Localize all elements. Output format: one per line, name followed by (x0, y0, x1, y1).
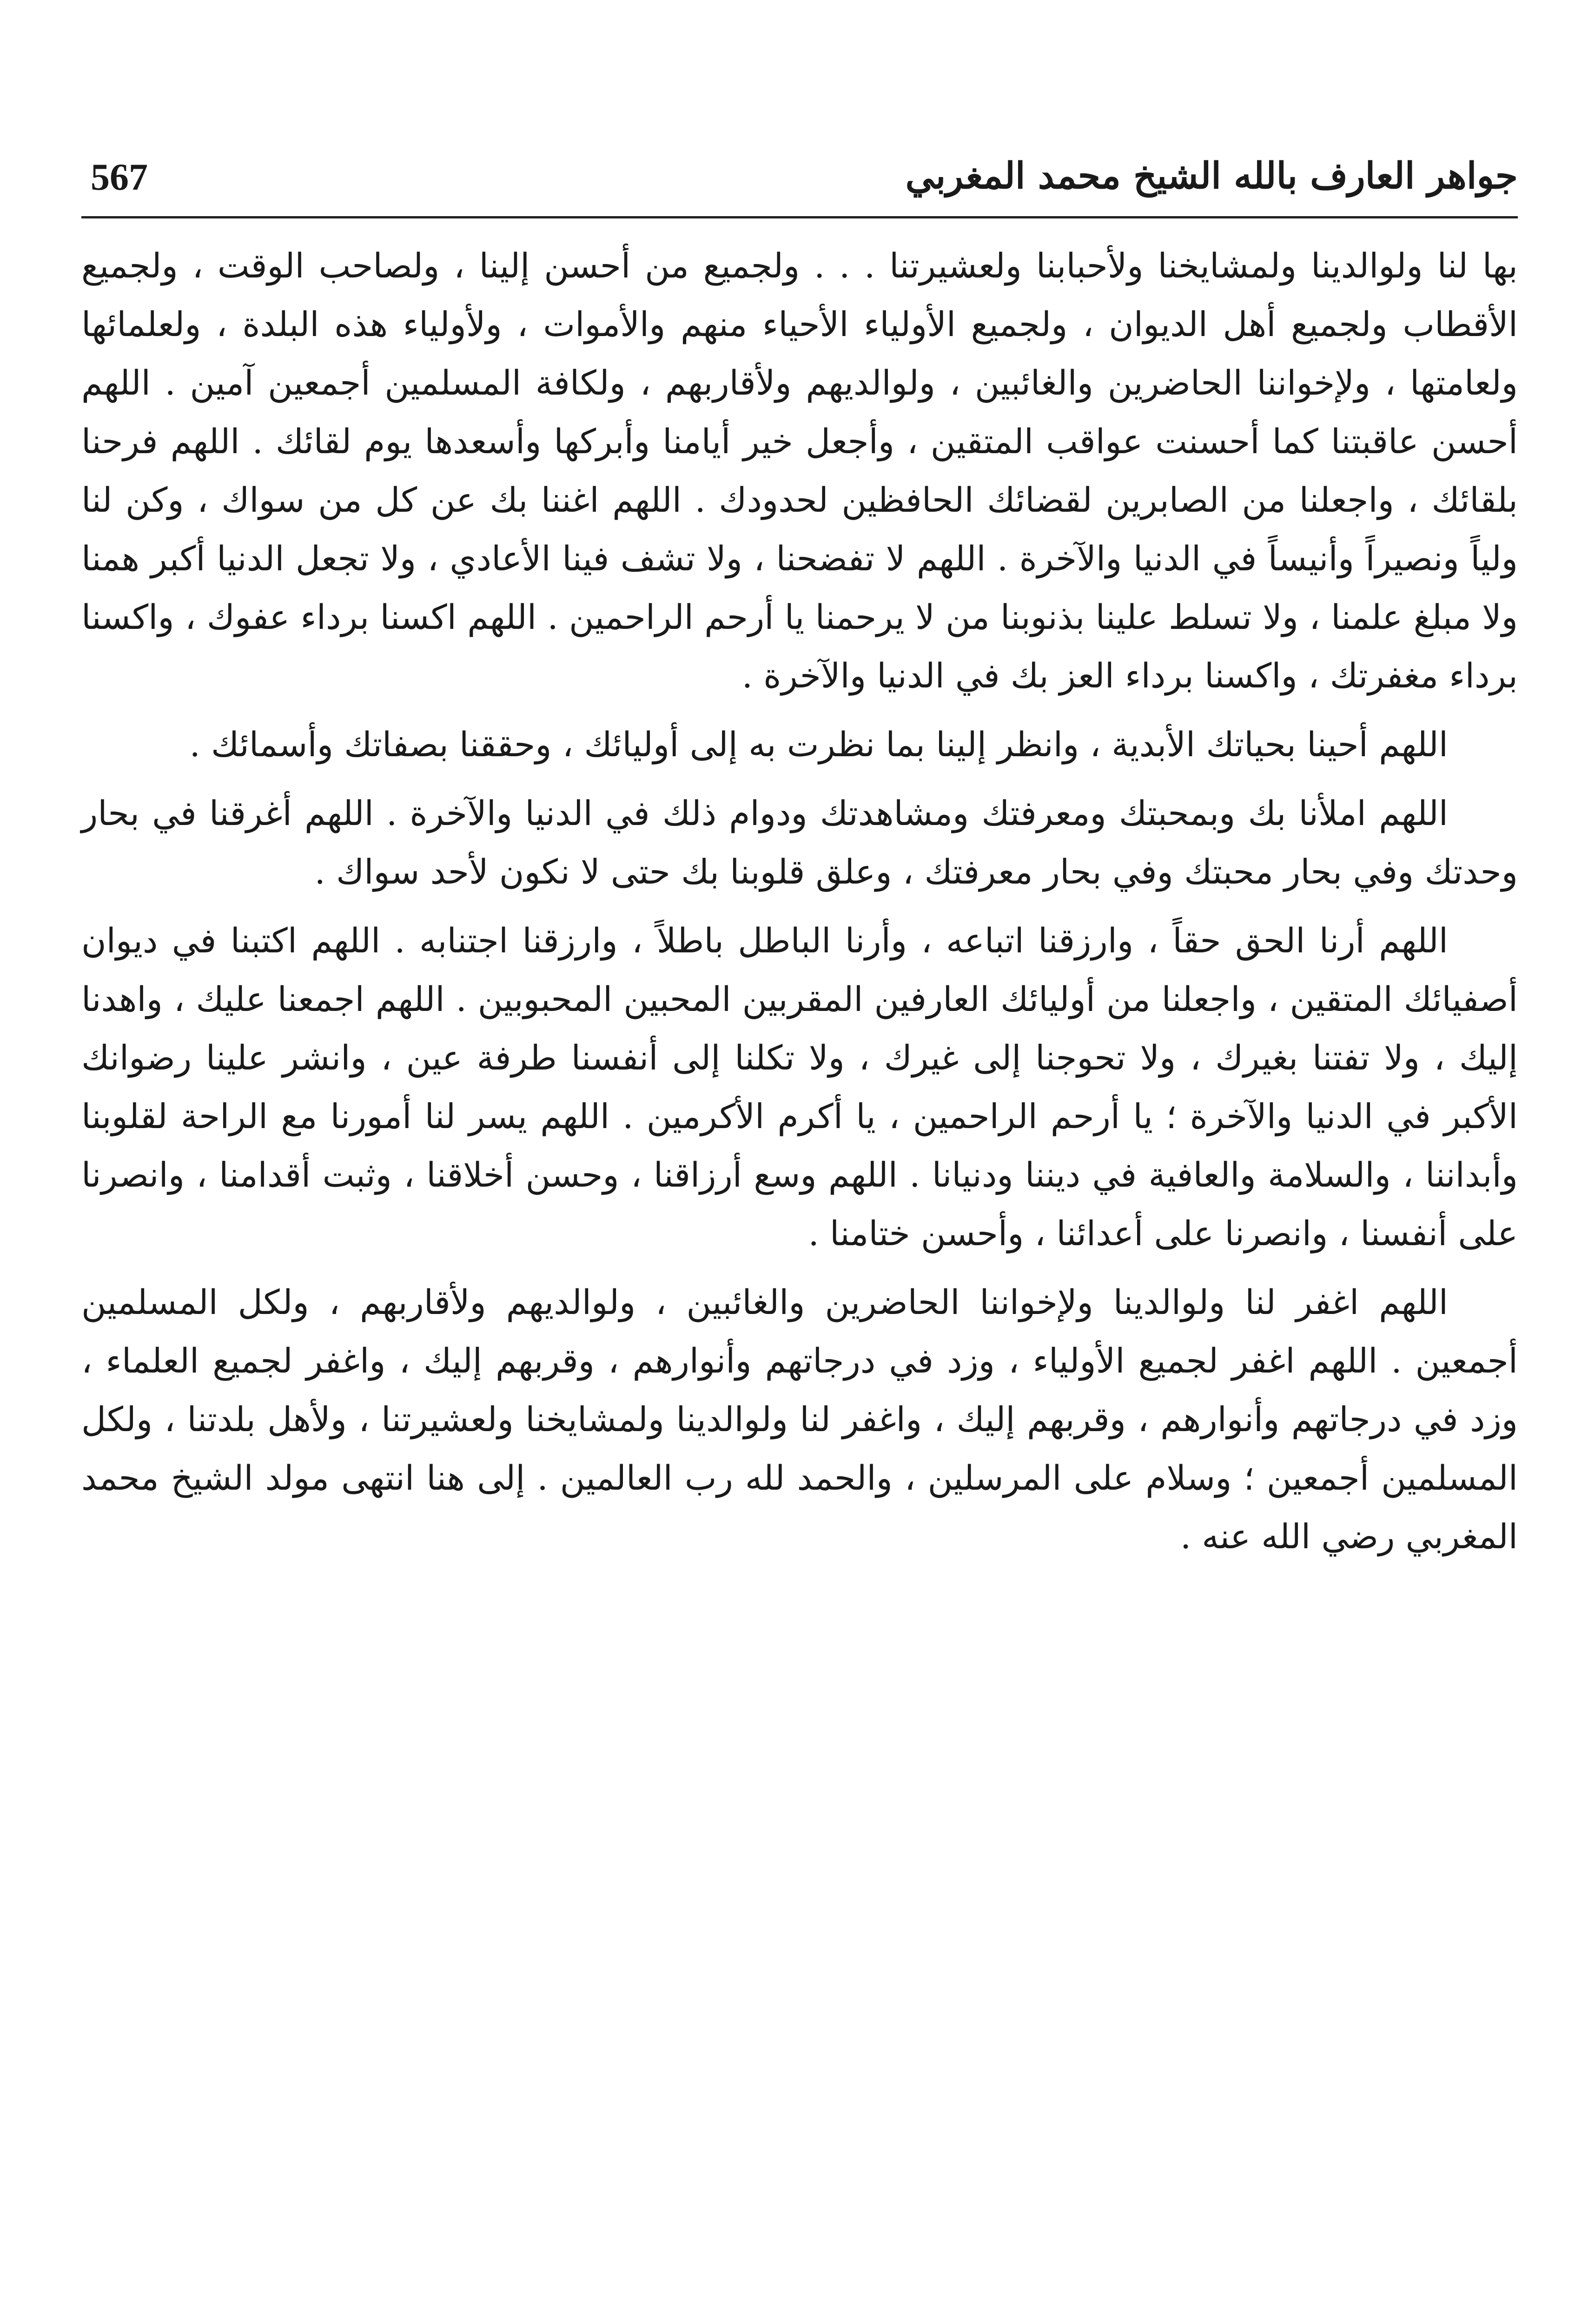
paragraph-3: اللهم املأنا بك وبمحبتك ومعرفتك ومشاهدتك ودوام ذلك في الدنيا والآخرة . اللهم أغرقنا في بحار وحدتك وفي بحار محبتك وفي بحار معرفتك ، وعلق قلوبنا بك حتى لا نكون لأحد سواك . (81, 794, 1518, 892)
paragraph-5: اللهم اغفر لنا ولوالدينا ولإخواننا الحاضرين والغائبين ، ولوالديهم ولأقاربهم ، ولكل المسلمين أجمعين . اللهم اغفر لجميع الأولياء ، وزد في درجاتهم وأنوارهم ، وقربهم إليك ، واغفر لجميع العلماء ، وزد في درجاتهم وأنوارهم ، وقربهم إليك ، واغفر لنا ولوالدينا ولمشايخنا ولعشيرتنا ، ولأهل بلدتنا ، ولكل المسلمين أجمعين ؛ وسلام على المرسلين ، والحمد لله رب العالمين . إلى هنا انتهى مولد الشيخ محمد المغربي رضي الله عنه . (81, 1283, 1518, 1557)
running-title: جواهر العارف بالله الشيخ محمد المغربي (905, 155, 1518, 197)
page-number: 567 (91, 156, 148, 198)
paragraph-4: اللهم أرنا الحق حقاً ، وارزقنا اتباعه ، وأرنا الباطل باطلاً ، وارزقنا اجتنابه . اللهم اكتبنا في ديوان أصفيائك المتقين ، واجعلنا من أوليائك العارفين المقربين المحبين المحبوبين . اللهم اجمعنا عليك ، واهدنا إليك ، ولا تفتنا بغيرك ، ولا تحوجنا إلى غيرك ، ولا تكلنا إلى أنفسنا طرفة عين ، وانشر علينا رضوانك الأكبر في الدنيا والآخرة ؛ يا أرحم الراحمين ، يا أكرم الأكرمين . اللهم يسر لنا أمورنا مع الراحة لقلوبنا وأبداننا ، والسلامة والعافية في ديننا ودنيانا . اللهم وسع أرزاقنا ، وحسن أخلاقنا ، وثبت أقدامنا ، وانصرنا على أنفسنا ، وانصرنا على أعدائنا ، وأحسن ختامنا . (81, 921, 1518, 1254)
page-header (81, 130, 1518, 223)
paragraph-2: اللهم أحينا بحياتك الأبدية ، وانظر إلينا بما نظرت به إلى أوليائك ، وحققنا بصفاتك وأسمائك . (189, 725, 1448, 765)
paragraph-1: بها لنا ولوالدينا ولمشايخنا ولأحبابنا ولعشيرتنا . . . ولجميع من أحسن إلينا ، ولصاحب الوقت ، ولجميع الأقطاب ولجميع أهل الديوان ، ولجميع الأولياء الأحياء منهم والأموات ، ولأولياء هذه البلدة ، ولعلمائها ولعامتها ، ولإخواننا الحاضرين والغائبين ، ولوالديهم ولأقاربهم ، ولكافة المسلمين أجمعين آمين . اللهم أحسن عاقبتنا كما أحسنت عواقب المتقين ، وأجعل خير أيامنا وأبركها وأسعدها يوم لقائك . اللهم فرحنا بلقائك ، واجعلنا من الصابرين لقضائك الحافظين لحدودك . اللهم اغننا بك عن كل من سواك ، وكن لنا ولياً ونصيراً وأنيساً في الدنيا والآخرة . اللهم لا تفضحنا ، ولا تشف فينا الأعادي ، ولا تجعل الدنيا أكبر همنا ولا مبلغ علمنا ، ولا تسلط علينا بذنوبنا من لا يرحمنا يا أرحم الراحمين . اللهم اكسنا برداء عفوك ، واكسنا برداء مغفرتك ، واكسنا برداء العز بك في الدنيا والآخرة . (81, 246, 1518, 696)
book-page (81, 130, 1518, 2324)
page-body (81, 237, 1518, 1566)
header-divider (81, 216, 1518, 218)
